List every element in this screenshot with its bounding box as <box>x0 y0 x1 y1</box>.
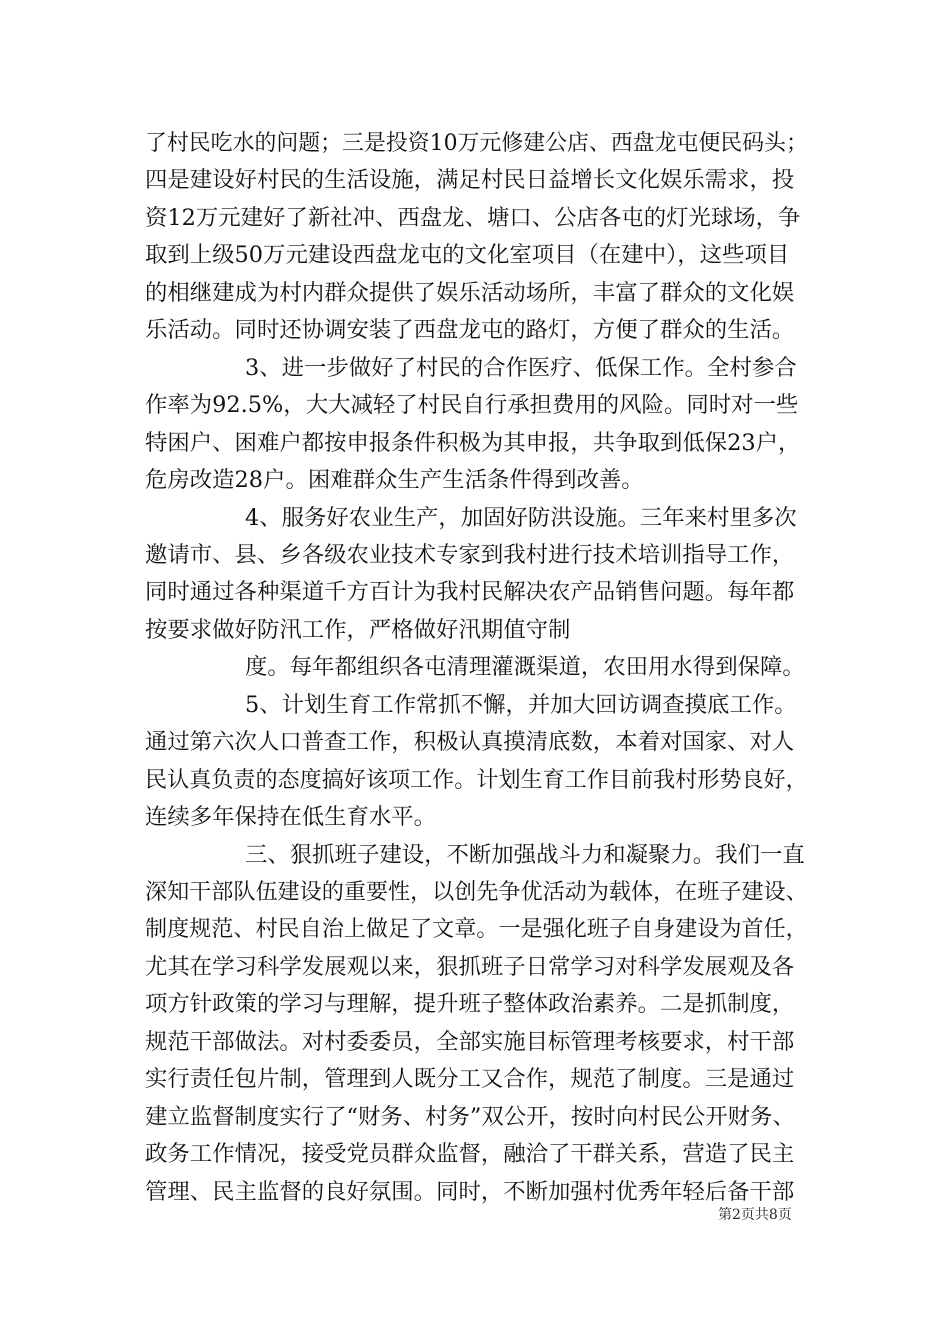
text-line: 项方针政策的学习与理解，提升班子整体政治素养。二是抓制度， <box>145 991 795 1018</box>
text-line: 5、计划生育工作常抓不懈，并加大回访调查摸底工作。 <box>245 691 797 718</box>
text-line: 尤其在学习科学发展观以来，狠抓班子日常学习对科学发展观及各 <box>145 953 795 980</box>
text-line: 三、狠抓班子建设，不断加强战斗力和凝聚力。我们一直 <box>245 841 805 868</box>
text-line: 危房改造28户。困难群众生产生活条件得到改善。 <box>145 467 644 494</box>
text-line: 建立监督制度实行了“财务、村务”双公开，按时向村民公开财务、 <box>145 1103 795 1130</box>
text-line: 通过第六次人口普查工作，积极认真摸清底数，本着对国家、对人 <box>145 729 795 756</box>
text-line: 制度规范、村民自治上做足了文章。一是强化班子自身建设为首任， <box>145 916 808 943</box>
text-line: 规范干部做法。对村委委员，全部实施目标管理考核要求，村干部 <box>145 1028 795 1055</box>
page-number-footer: 第2页共8页 <box>718 1207 792 1223</box>
text-line: 取到上级50万元建设西盘龙屯的文化室项目（在建中），这些项目 <box>145 242 790 269</box>
text-line: 资12万元建好了新社冲、西盘龙、塘口、公店各屯的灯光球场，争 <box>145 204 801 231</box>
text-line: 邀请市、县、乡各级农业技术专家到我村进行技术培训指导工作， <box>145 541 795 568</box>
text-line: 民认真负责的态度搞好该项工作。计划生育工作目前我村形势良好， <box>145 766 808 793</box>
text-line: 了村民吃水的问题；三是投资10万元修建公店、西盘龙屯便民码头； <box>145 130 808 156</box>
text-line: 乐活动。同时还协调安装了西盘龙屯的路灯，方便了群众的生活。 <box>145 317 795 344</box>
text-line: 四是建设好村民的生活设施，满足村民日益增长文化娱乐需求，投 <box>145 167 795 194</box>
text-line: 管理、民主监督的良好氛围。同时，不断加强村优秀年轻后备干部 <box>145 1178 795 1205</box>
text-line: 度。每年都组织各屯清理灌溉渠道，农田用水得到保障。 <box>245 654 805 681</box>
text-line: 同时通过各种渠道千方百计为我村民解决农产品销售问题。每年都 <box>145 579 795 606</box>
text-line: 特困户、困难户都按申报条件积极为其申报，共争取到低保23户， <box>145 429 801 456</box>
text-line: 连续多年保持在低生育水平。 <box>145 804 437 831</box>
text-line: 的相继建成为村内群众提供了娱乐活动场所，丰富了群众的文化娱 <box>145 279 795 306</box>
text-line: 4、服务好农业生产，加固好防洪设施。三年来村里多次 <box>245 504 797 531</box>
text-line: 实行责任包片制，管理到人既分工又合作，规范了制度。三是通过 <box>145 1066 795 1093</box>
text-line: 深知干部队伍建设的重要性，以创先争优活动为载体，在班子建设、 <box>145 879 808 905</box>
text-line: 作率为92.5%，大大减轻了村民自行承担费用的风险。同时对一些 <box>145 392 799 419</box>
text-line: 政务工作情况，接受党员群众监督，融洽了干群关系，营造了民主 <box>145 1141 795 1168</box>
text-line: 3、进一步做好了村民的合作医疗、低保工作。全村参合 <box>245 354 797 381</box>
text-line: 按要求做好防汛工作，严格做好汛期值守制 <box>145 616 571 643</box>
